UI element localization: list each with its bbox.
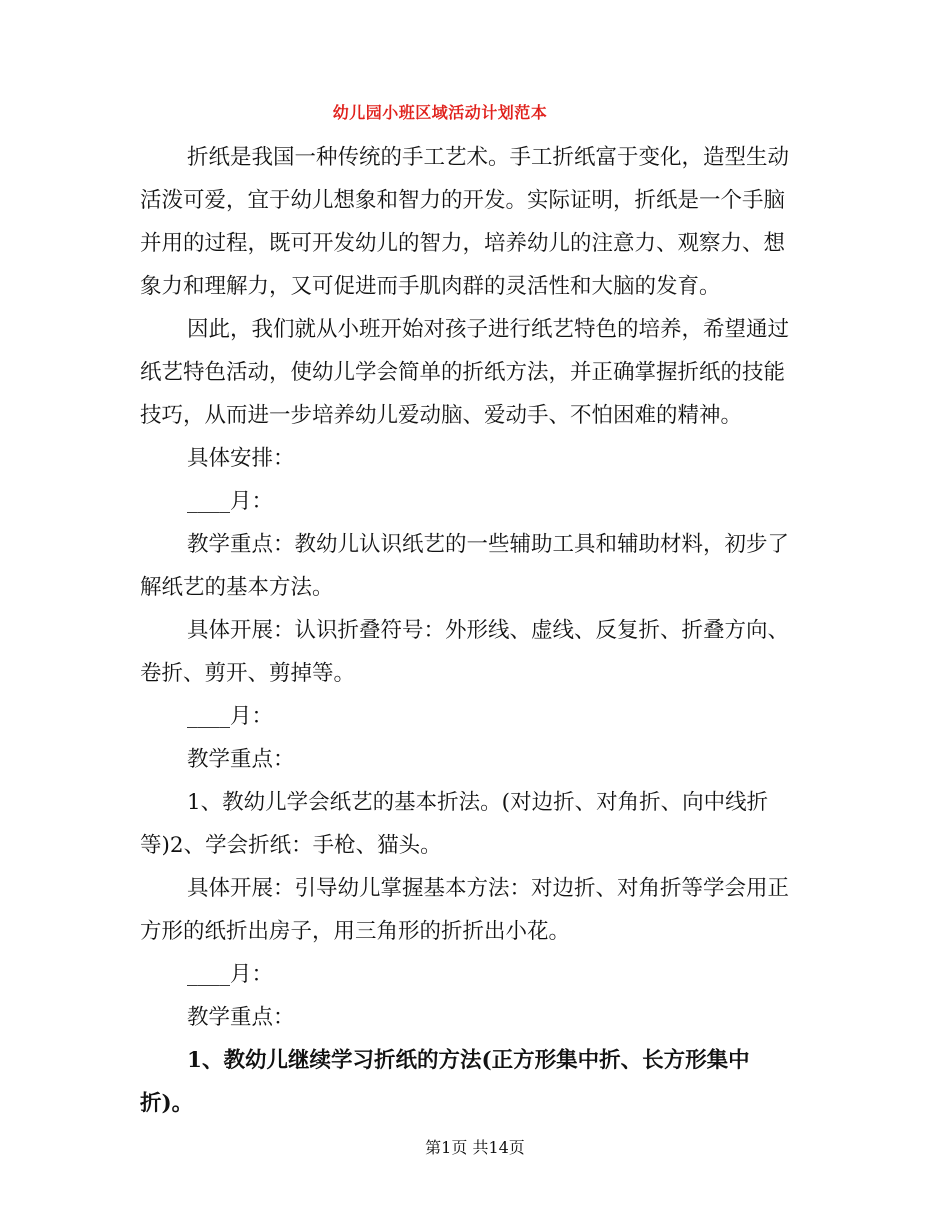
paragraph-schedule-heading: 具体安排：: [187, 446, 295, 471]
document-body: [140, 136, 800, 1125]
paragraph-focus-3-heading: 教学重点：: [187, 1005, 295, 1030]
page-number: 第1页 共14页: [425, 1138, 525, 1157]
paragraph-goal: 因此，我们就从小班开始对孩子进行纸艺特色的培养，希望通过纸艺特色活动，使幼儿学会简单的折纸方法，并正确掌握折纸的技能技巧，从而进一步培养幼儿爱动脑、爱动手、不怕困难的精神。: [140, 317, 790, 428]
paragraph-focus-3-item: 1、教幼儿继续学习折纸的方法(正方形集中折、长方形集中折)。: [140, 1048, 750, 1116]
paragraph-focus-2-items: 1、教幼儿学会纸艺的基本折法。(对边折、对角折、向中线折等)2、学会折纸：手枪、猫头。: [140, 790, 769, 858]
paragraph-month-2: ____月：: [187, 704, 274, 729]
paragraph-month-3: ____月：: [187, 962, 274, 987]
paragraph-activity-1: 具体开展：认识折叠符号：外形线、虚线、反复折、折叠方向、卷折、剪开、剪掉等。: [140, 618, 790, 686]
paragraph-intro: 折纸是我国一种传统的手工艺术。手工折纸富于变化，造型生动活泼可爱，宜于幼儿想象和智力的开发。实际证明，折纸是一个手脑并用的过程，既可开发幼儿的智力，培养幼儿的注意力、观察力、想象力和理解力，又可促进而手肌肉群的灵活性和大脑的发育。: [140, 145, 790, 299]
paragraph-month-1: ____月：: [187, 489, 274, 514]
document-title: 幼儿园小班区域活动计划范本: [332, 103, 548, 122]
paragraph-activity-2: 具体开展：引导幼儿掌握基本方法：对边折、对角折等学会用正方形的纸折出房子，用三角形的折折出小花。: [140, 876, 790, 944]
paragraph-focus-2-heading: 教学重点：: [187, 747, 295, 772]
paragraph-focus-1: 教学重点：教幼儿认识纸艺的一些辅助工具和辅助材料，初步了解纸艺的基本方法。: [140, 532, 790, 600]
